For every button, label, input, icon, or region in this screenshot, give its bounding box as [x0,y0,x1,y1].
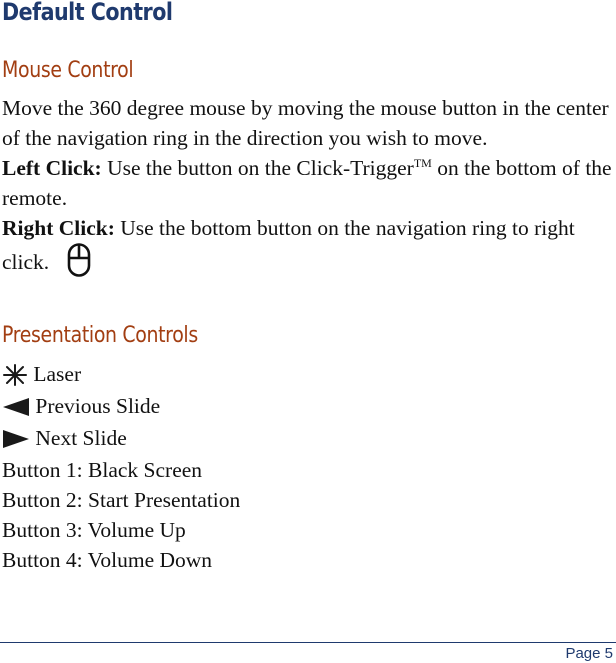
left-click-paragraph [2,153,616,213]
list-item-button-1: Button 1: Black Screen [2,458,203,483]
left-click-text-a: Use the button on the Click-Trigger [101,156,414,180]
previous-slide-label: Previous Slide [35,394,161,419]
left-click-label: Left Click: [2,156,102,180]
right-click-paragraph [2,213,616,277]
mouse-icon [61,243,97,277]
next-slide-label: Next Slide [35,426,127,451]
mouse-control-heading: Mouse Control [2,58,134,83]
footer-divider [0,642,616,643]
page-number: Page 5 [565,645,613,662]
mouse-intro-paragraph: Move the 360 degree mouse by moving the mouse button in the center of the navigation ring in the direction you wish to move. [2,96,609,150]
page-title: Default Control [2,0,173,26]
right-click-text: Use the bottom button on the navigation ring to right click. [2,216,575,274]
presentation-controls-list [2,359,616,575]
list-item-button-4: Button 4: Volume Down [2,548,213,573]
list-item-previous-slide [2,391,616,423]
list-item-button-2: Button 2: Start Presentation [2,488,241,513]
laser-star-icon [2,361,28,391]
presentation-controls-heading: Presentation Controls [2,323,198,348]
list-item-next-slide [2,423,616,455]
next-triangle-icon [2,425,30,455]
list-item-button-3: Button 3: Volume Up [2,518,186,543]
left-click-text-b: on the bottom of the remote. [2,156,612,210]
trademark-mark: TM [413,156,432,170]
right-click-label: Right Click: [2,216,115,240]
mouse-control-body [2,93,616,277]
laser-label: Laser [33,362,82,386]
previous-triangle-icon [2,393,30,423]
list-item-laser [2,359,616,391]
